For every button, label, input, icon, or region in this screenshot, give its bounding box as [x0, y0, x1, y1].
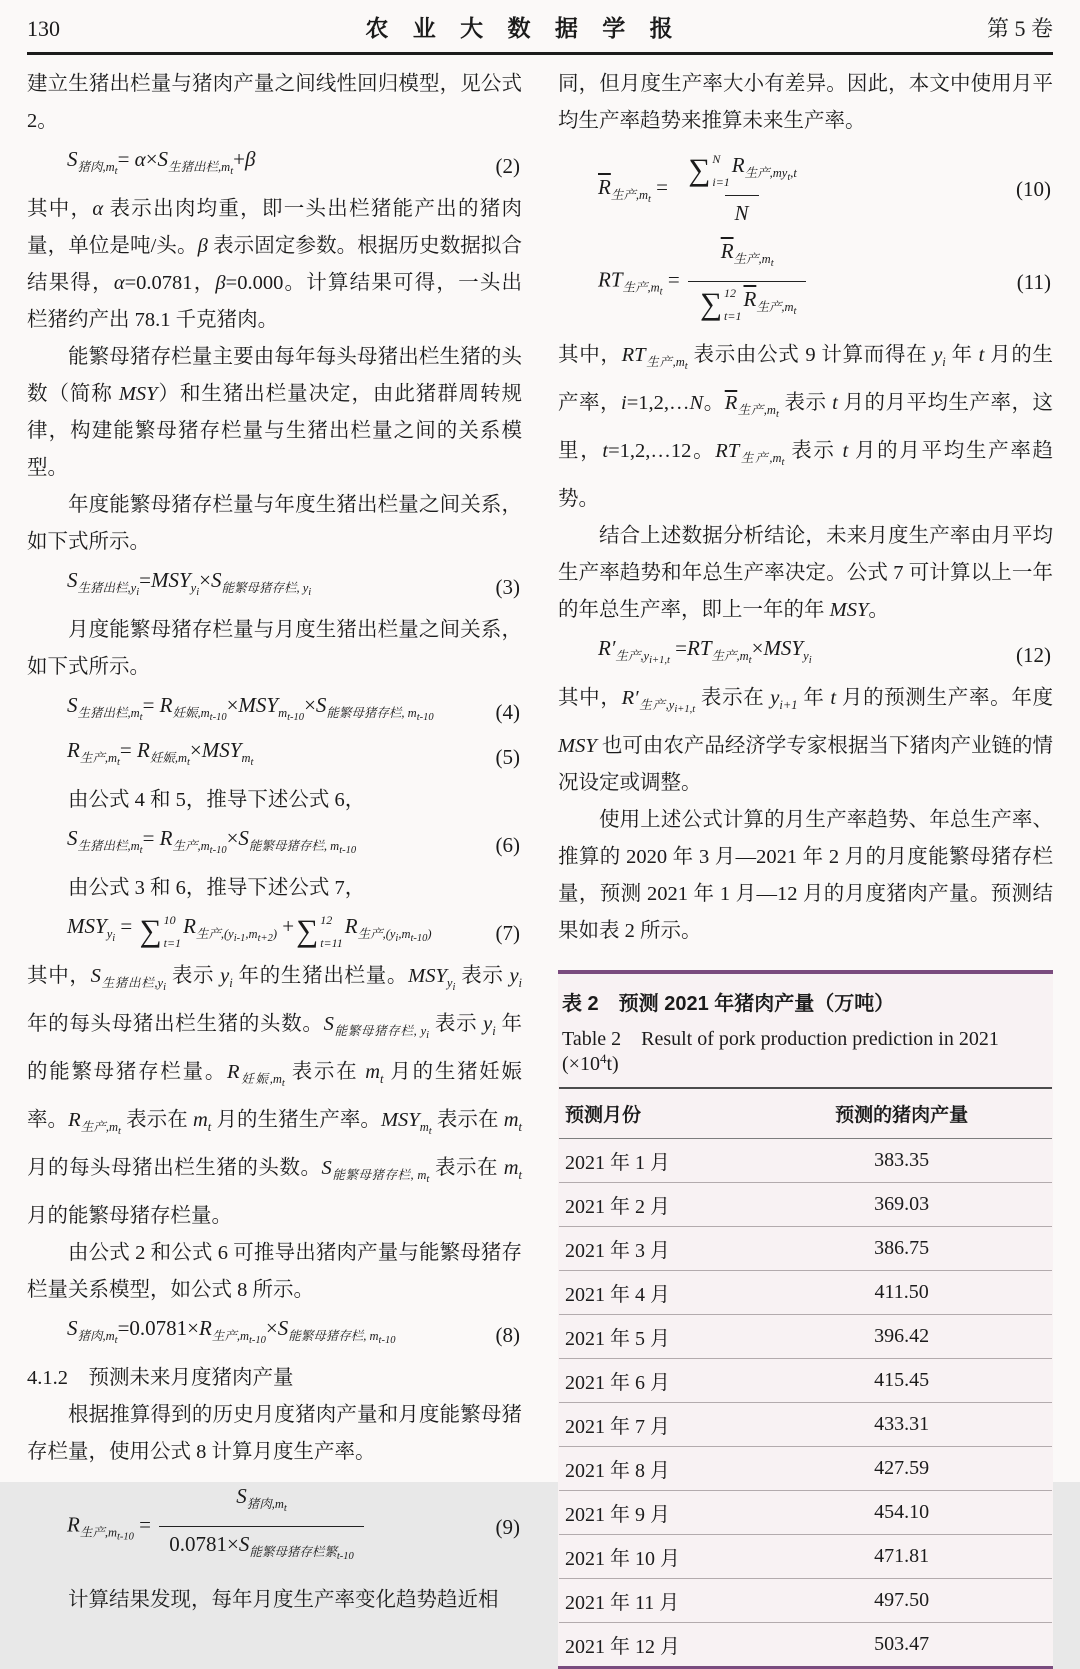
table-row: [559, 1579, 1052, 1623]
table-2: [558, 970, 1053, 1669]
value-cell: 386.75: [751, 1227, 1052, 1271]
month-cell: 2021 年 3 月: [559, 1227, 751, 1271]
value-cell: 503.47: [874, 1633, 930, 1655]
month-cell: 2021 年 6 月: [559, 1359, 751, 1403]
two-column-body: [0, 55, 1080, 1669]
page-number: 130: [27, 16, 60, 41]
formula-number: (12): [1016, 642, 1051, 667]
value-cell: 427.59: [751, 1447, 1052, 1491]
month-cell: 2021 年 7 月: [559, 1403, 751, 1447]
table-row: [559, 1447, 1052, 1491]
paragraph: 其中，$S_{生猪出栏,yi}$ 表示 $y_i$ 年的生猪出栏量。$MSY_{yi}$ 表示 $y_i$ 年的每头母猪出栏生猪的头数。$S_{能繁母猪存栏, yi}$ 表示 $y_i$ 年的能繁母猪存栏量。$R_{妊娠,mt}$ 表示在 $m_t$ 月的生猪妊娠率。$R_{生产,mt}$ 表示在 $m_t$ 月的生猪生产率。$MSY_{mt}$ 表示在 $m_t$ 月的每头母猪出栏生猪的头数。$S_{能繁母猪存栏, mt}$ 表示在 $m_t$ 月的能繁母猪存栏量。: [27, 965, 523, 1227]
formula-number: (10): [1016, 177, 1051, 201]
paragraph: 由公式 3 和 6，推导下述公式 7，: [68, 877, 366, 899]
table-title-cn: 表 2 预测 2021 年猪肉产量（万吨）: [562, 993, 895, 1015]
formula: $S_{生猪出栏,yi}=MSY_{yi}\times S_{能繁母猪存栏, yi}$ (3): [67, 568, 520, 599]
formula-number: (5): [495, 744, 520, 769]
table-body: [558, 974, 1053, 1666]
table-header-row: [559, 1088, 1052, 1139]
page-header: [0, 0, 1080, 43]
left-column: [27, 66, 522, 1669]
table-row: [559, 1535, 1052, 1579]
formula: $R_{生产,mt}= R_{妊娠,mt}\times MSY_{mt}$ (5): [67, 738, 520, 769]
formula: $S_{猪肉,mt}= \alpha\times S_{生猪出栏,mt}+\beta$ (2): [67, 147, 520, 178]
paragraph: 月度能繁母猪存栏量与月度生猪出栏量之间关系，如下式所示。: [27, 619, 522, 678]
formula: $MSY_{yi}$ = ∑ 10 t=1 $R_{生产,(yi-1,mt+2)}$ + ∑ 12 t=11 $R_{生产,(yi,mt-10)}$ (7): [67, 912, 520, 950]
table-row: [559, 1139, 1052, 1183]
table-rows: [559, 1139, 1052, 1667]
month-cell: 2021 年 1 月: [559, 1139, 751, 1183]
month-cell: 2021 年 2 月: [559, 1183, 751, 1227]
sum-symbol: ∑ 12 t=11: [296, 912, 343, 950]
prediction-table: [559, 1087, 1052, 1666]
paragraph: 由公式 2 和公式 6 可推导出猪肉产量与能繁母猪存栏量关系模型，如公式 8 所示。: [27, 1242, 522, 1301]
paragraph: 其中，$R'_{生产,yi+1,t}$ 表示在 $y_{i+1}$ 年 t 月的预测生产率。年度 MSY 也可由农产品经济学专家根据当下猪肉产业链的情况设定或调整。: [558, 687, 1054, 794]
value-cell: 433.31: [751, 1403, 1052, 1447]
section-heading: 4.1.2 预测未来月度猪肉产量: [27, 1367, 294, 1389]
paragraph: 能繁母猪存栏量主要由每年每头母猪出栏生猪的头数（简称 MSY）和生猪出栏量决定，由此猪群周转规律，构建能繁母猪存栏量与生猪出栏量之间的关系模型。: [27, 346, 523, 479]
paragraph: 结合上述数据分析结论，未来月度生产率由月平均生产率趋势和年总生产率决定。公式 7 可计算以上一年的年总生产率，即上一年的年 MSY。: [558, 525, 1053, 621]
formula-number: (9): [495, 1514, 520, 1539]
formula-number: (2): [495, 153, 520, 178]
formula: $S_{生猪出栏,mt}= R_{生产,mt-10}\times S_{能繁母猪存栏, mt-10}$ (6): [67, 826, 520, 857]
paragraph: 计算结果发现，每年月度生产率变化趋势趋近相: [68, 1589, 499, 1611]
fraction: $\frac{S_{猪肉,mt}}{0.0781\times S_{能繁母猪存栏繁t-10}}$: [159, 1483, 364, 1570]
formula-number: (3): [495, 574, 520, 599]
formula-number: (11): [1016, 269, 1051, 294]
value-cell: 415.45: [751, 1359, 1052, 1403]
column-header-month: 预测月份: [559, 1088, 751, 1139]
formula: $S_{生猪出栏,mt}= R_{妊娠,mt-10}\times MSY_{mt-10}\times S_{能繁母猪存栏, mt-10}$ (4): [67, 693, 520, 724]
table-row: [559, 1623, 1052, 1667]
table-row: [559, 1271, 1052, 1315]
paragraph: 根据推算得到的历史月度猪肉产量和月度能繁母猪存栏量，使用公式 8 计算月度生产率。: [27, 1404, 522, 1463]
paragraph: 建立生猪出栏量与猪肉产量之间线性回归模型，见公式 2。: [27, 73, 522, 132]
formula-number: (8): [495, 1322, 520, 1347]
month-cell: 2021 年 8 月: [559, 1447, 751, 1491]
journal-title: 农 业 大 数 据 学 报: [365, 15, 682, 41]
formula: $S_{猪肉,mt}=0.0781\times R_{生产,mt-10}\times S_{能繁母猪存栏, mt-10}$ (8): [67, 1316, 520, 1347]
column-header-value: 预测的猪肉产量: [751, 1088, 1052, 1139]
value-cell: 497.50: [751, 1579, 1052, 1623]
formula-number: (6): [495, 832, 520, 857]
right-column-text: [558, 66, 1053, 950]
table-title-en: Table 2 Result of pork production prediction in 2021 $(\times 10^4t)$: [562, 1028, 999, 1075]
table-row: [559, 1403, 1052, 1447]
volume-label: 第 5 卷: [986, 16, 1053, 41]
paragraph: 其中，α 表示出肉均重，即一头出栏猪能产出的猪肉量，单位是吨/头。β 表示固定参数。根据历史数据拟合结果得，α=0.0781，β=0.000。计算结果可得，一头出栏猪约产出 78.1 千克猪肉。: [27, 198, 523, 331]
month-cell: 2021 年 9 月: [559, 1491, 751, 1535]
month-cell: 2021 年 10 月: [559, 1535, 751, 1579]
value-cell: 396.42: [751, 1315, 1052, 1359]
value-cell: 454.10: [751, 1491, 1052, 1535]
paragraph: 由公式 4 和 5，推导下述公式 6，: [68, 789, 366, 811]
right-column: [558, 66, 1053, 1669]
table-row: [559, 1359, 1052, 1403]
fraction: $\overline{R}_{生产,mt}$ ∑ 12 t=1 $\overline{R}_{生产,mt}$: [688, 238, 806, 325]
table-row: [559, 1491, 1052, 1535]
formula: $R'_{生产,yi+1,t} =RT_{生产,mt}\times MSY_{yi}$ (12): [598, 636, 1051, 667]
sum-symbol: ∑ N i=1: [688, 151, 730, 189]
table-row: [559, 1315, 1052, 1359]
value-cell: 411.50: [751, 1271, 1052, 1315]
value-cell: 369.03: [751, 1183, 1052, 1227]
value-cell: 383.35: [751, 1139, 1052, 1183]
month-cell: 2021 年 4 月: [559, 1271, 751, 1315]
paragraph: 其中，$RT_{生产,mt}$ 表示由公式 9 计算而得在 $y_i$ 年 t 月的生产率，i=1,2,…N。$\overline{R}_{生产,mt}$ 表示 t 月的月平均生产率，这里，t=1,2,…12。$RT_{生产,mt}$ 表示 t 月的月平均生产率趋势。: [558, 344, 1054, 510]
month-cell: 2021 年 5 月: [559, 1315, 751, 1359]
month-cell: 2021 年 12 月: [565, 1636, 680, 1658]
paragraph: 同，但月度生产率大小有差异。因此，本文中使用月平均生产率趋势来推算未来生产率。: [558, 73, 1053, 132]
formula-number: (7): [495, 920, 520, 945]
sum-symbol: ∑ 12 t=1: [699, 285, 742, 323]
fraction: ∑ N i=1 $R_{生产,myt,t}$ N: [688, 151, 797, 225]
paragraph: 年度能繁母猪存栏量与年度生猪出栏量之间关系，如下式所示。: [27, 494, 522, 553]
formula: $\overline{R}_{生产,mt}$ = ∑ N i=1 $R_{生产,myt,t}$ N (10): [598, 151, 1051, 225]
sum-symbol: ∑ 10 t=1: [139, 912, 182, 950]
table-row: [559, 1227, 1052, 1271]
formula: $RT_{生产,mt}$ = $\overline{R}_{生产,mt}$ ∑ 12 t=1 $\overline{R}_{生产,mt}$ (11): [558, 238, 1053, 325]
formula-number: (4): [495, 699, 520, 724]
formula: $R_{生产,mt-10}$ = $\frac{S_{猪肉,mt}}{0.0781\times S_{能繁母猪存栏繁t-10}}$ (9): [27, 1483, 522, 1570]
month-cell: 2021 年 11 月: [559, 1579, 751, 1623]
table-row: [559, 1183, 1052, 1227]
paragraph: 使用上述公式计算的月生产率趋势、年总生产率、推算的 2020 年 3 月—2021 年 2 月的月度能繁母猪存栏量，预测 2021 年 1 月—12 月的月度猪肉产量。预测结果如表 2 所示。: [558, 809, 1053, 942]
value-cell: 471.81: [751, 1535, 1052, 1579]
